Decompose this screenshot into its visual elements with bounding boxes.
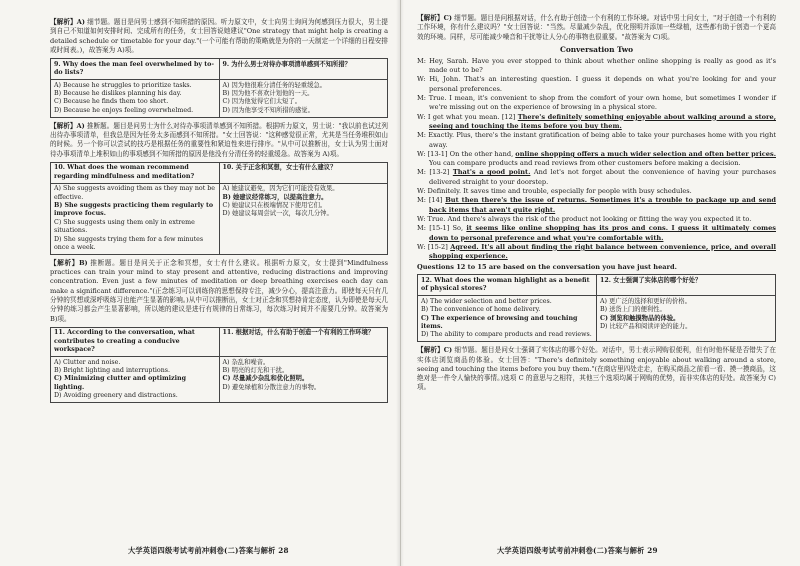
line-text: [15-2] xyxy=(427,242,451,251)
option-a: A) Because he struggles to prioritize tasks. xyxy=(54,81,192,89)
question-en: 11. According to the conversation, what contributes to creating a conducive workspace? xyxy=(51,327,220,356)
underlined-key-sentence: online shopping offers a much wider selection and often better prices. xyxy=(515,149,776,158)
option-b: B) Because he dislikes planning his day. xyxy=(54,89,182,97)
conversation-line xyxy=(417,215,776,224)
questions-note: Questions 12 to 15 are based on the conversation you have just heard. xyxy=(417,263,677,272)
question-en: 9. Why does the man feel overwhelmed by to-do lists? xyxy=(51,59,220,80)
analysis-tag: 【解析】C) xyxy=(417,346,453,355)
line-text: And let's not forget about the convenience of having your purchases delivered straight to your doorstep. xyxy=(429,168,776,186)
question-table-10 xyxy=(50,162,388,255)
analysis-paragraph: 【解析】C) 细节题。题目是问女士强调了实体店的哪个好处。对话中，男士表示网购很便利，但有时他怀疑是否错失了在实体店浏览商品的体验。女士回答："There's definitely something enjoyable about walking around a store, seeing and touching the items before you buy them."(在商店里四处走走，在购买商品之前看一看、摸一摸商品，这绝对是一件令人愉快的事情。)选项 C 的意思与之相符，其他三个选项均属于网购的优势，而非实体店的好处。故答案为 C)项。 xyxy=(417,346,777,392)
option-a: A) 因为他很难分清任务的轻重缓急。 xyxy=(222,81,326,89)
option-b: B) Bright lighting and interruptions. xyxy=(54,367,171,375)
options-en xyxy=(418,296,597,342)
option-c: C) She suggests using them only in extreme situations. xyxy=(54,218,195,235)
underlined-key-sentence: There's definitely something enjoyable about walking around a store, seeing and touching the items before you buy them. xyxy=(429,112,776,130)
option-b: B) 送货上门的便利性。 xyxy=(600,306,666,314)
option-c: C) Because he finds them too short. xyxy=(54,98,169,106)
conversation-line xyxy=(417,196,776,215)
option-a: A) 杂乱和噪音。 xyxy=(222,358,270,366)
question-table-12 xyxy=(417,274,776,342)
option-b: B) She suggests practicing them regularly to improve focus. xyxy=(54,201,214,218)
option-a: A) 更广泛的选择和更好的价格。 xyxy=(600,297,691,305)
option-c: C) 因为他觉得它们太短了。 xyxy=(222,98,302,106)
option-c: C) 尽量减少杂乱和优化照明。 xyxy=(222,375,309,383)
conversation-line xyxy=(417,243,776,262)
option-b: B) 因为他不喜欢计划他的一天。 xyxy=(222,89,314,97)
option-d: D) The ability to compare products and read reviews. xyxy=(421,331,592,339)
options-cn xyxy=(219,80,388,118)
line-text: [13-2] xyxy=(429,168,453,177)
analysis-tag: 【解析】A) xyxy=(50,121,85,130)
line-text: True. And there's always the risk of the product not looking or fitting the way you expected it to. xyxy=(427,214,752,223)
question-en: 10. What does the woman recommend regarding mindfulness and meditation? xyxy=(51,162,220,183)
question-table-11 xyxy=(50,327,388,403)
underlined-key-sentence: That's a good point. xyxy=(452,168,531,177)
conversation-line xyxy=(417,113,776,132)
options-en xyxy=(51,183,220,254)
options-en xyxy=(51,357,220,403)
option-d: D) 因为他享受不知所措的感觉。 xyxy=(222,106,314,114)
line-text: You can compare products and read reviews from other customers before making a decision. xyxy=(429,159,741,168)
question-cn: 10. 关于正念和冥想，女士有什么建议？ xyxy=(219,162,388,183)
underlined-key-sentence: it seems like online shopping has its pros and cons. I guess it ultimately comes down to personal preference and what you're comfortable with. xyxy=(429,224,776,242)
speaker-label: M: xyxy=(417,56,426,65)
option-d: D) 避免绿植和分散注意力的事物。 xyxy=(222,383,321,391)
option-a: A) Clutter and noise. xyxy=(54,358,121,366)
options-cn xyxy=(597,296,776,342)
conversation-title: Conversation Two xyxy=(559,44,634,54)
underlined-key-sentence: But then there's the issue of returns. Sometimes it's a trouble to package up and send back items that aren't quite right. xyxy=(429,196,776,214)
speaker-label: W: xyxy=(417,75,426,84)
analysis-tag: 【解析】B) xyxy=(50,258,88,267)
question-en: 12. What does the woman highlight as a benefit of physical stores? xyxy=(418,275,597,296)
conversation-line xyxy=(417,131,776,150)
question-table-9 xyxy=(50,58,388,117)
conversation-line xyxy=(417,187,776,196)
option-a: A) The wider selection and better prices. xyxy=(421,297,552,305)
line-text: [15-1] So, xyxy=(429,224,467,233)
analysis-paragraph: 【解析】A) 细节题。题目是问男士感到不知所措的原因。听力原文中，女士向男士询问为何感到压力很大，男士提到自己不知道如何安排时间、完成所有的任务，女士回答说她建议"One strategy that might help is creating a detailed schedule or timetable for your day."(一个可能有帮助的策略就是为你的一天制定一个详细的日程安排或时间表。)，故答案为 A)项。 xyxy=(50,18,388,54)
speaker-label: M: xyxy=(417,196,426,205)
line-text: [14] xyxy=(428,196,446,205)
question-cn: 9. 为什么男士对待办事项清单感到不知所措？ xyxy=(219,59,388,80)
conversation-line xyxy=(417,57,776,76)
speaker-label: W: xyxy=(417,187,426,196)
speaker-label: M: xyxy=(417,94,426,103)
question-cn: 11. 根据对话，什么有助于创造一个有利的工作环境？ xyxy=(219,327,388,356)
analysis-paragraph: 【解析】A) 推断题。题目是问男士为什么对待办事项清单感到不知所措。根据听力原文，男士说："我以前也试过列出待办事项清单，但我总是因为任务太多而感到不知所措。"女士回答说："这种感觉很正常，尤其是当任务堆积如山的时候。另一个你可以尝试的技巧是根据任务的重要性和紧迫性来进行排序。"从中可以推断出，女士认为男士面对待办事项清单上堆积如山的事项感到不知所措的原因是他没有分清任务的轻重缓急。故答案为 A)项。 xyxy=(50,121,388,158)
line-text: Definitely. It saves time and trouble, especially for people with busy schedules. xyxy=(427,187,692,196)
line-text: Exactly. Plus, there's the instant gratification of being able to take your purchases home with you right away. xyxy=(428,131,776,149)
option-b: B) 她建议经常练习，以提高注意力。 xyxy=(222,193,328,201)
page-footer: 大学英语四级考试考前冲刺卷(二)答案与解析 29 xyxy=(497,546,658,555)
conversation-line xyxy=(417,75,776,94)
option-d: D) Because he enjoys feeling overwhelmed. xyxy=(54,106,194,114)
analysis-tag: 【解析】C) xyxy=(417,14,452,22)
conversation-line xyxy=(417,168,776,187)
option-d: D) 她建议每周尝试一次，每次几分钟。 xyxy=(222,210,333,218)
speaker-label: W: xyxy=(417,214,426,223)
conversation-line xyxy=(417,224,776,243)
speaker-label: W: xyxy=(417,112,426,121)
options-en xyxy=(51,80,220,118)
line-text: Hi, John. That's an interesting question. I guess it depends on what you're looking for and your personal preferences. xyxy=(429,75,776,93)
line-text: Hey, Sarah. Have you ever stopped to think about whether online shopping is really as good as it's made out to be? xyxy=(429,56,776,75)
option-b: B) 明亮的灯光和干扰。 xyxy=(222,367,289,375)
line-text: True. I mean, it's convenient to shop from the comfort of your own home, but sometimes I wonder if we're missing out on the experience of browsing in a physical store. xyxy=(428,94,776,112)
analysis-paragraph: 【解析】C) 细节题。题目是问根据对话，什么有助于创造一个有利的工作环境。对话中男士问女士，"对于创造一个有利的工作环境，你有什么建议吗？"女士回答说："当然。尽量减少杂乱，优化照明并添加一些绿植，这些都有助于创造一个更高效的环境。同样，尽可能减少噪音和干扰等让人分心的事物也很重要。"故答案为 C)项。 xyxy=(417,14,776,41)
conversation-line xyxy=(417,150,776,169)
speaker-label: W: xyxy=(417,149,426,158)
option-d: D) Avoiding greenery and distractions. xyxy=(54,392,178,400)
speaker-label: M: xyxy=(417,131,426,140)
conversation-line xyxy=(417,94,776,113)
right-page xyxy=(400,0,800,566)
analysis-tag: 【解析】A) xyxy=(50,18,85,26)
options-cn xyxy=(219,357,388,403)
book-crease xyxy=(396,0,404,566)
speaker-label: W: xyxy=(417,242,426,251)
option-c: C) Minimizing clutter and optimizing lighting. xyxy=(54,375,187,391)
option-d: D) She suggests trying them for a few minutes once a week. xyxy=(54,235,204,251)
option-c: C) 她建议只在极端情况下使用它们。 xyxy=(222,201,327,209)
page-footer: 大学英语四级考试考前冲刺卷(二)答案与解析 28 xyxy=(128,546,289,555)
speaker-label: M: xyxy=(417,224,426,233)
line-text: [13-1] On the other hand, xyxy=(427,149,516,158)
option-c: C) The experience of browsing and touching items. xyxy=(421,314,578,330)
line-text: I get what you mean. [12] xyxy=(427,112,518,121)
option-d: D) 比较产品和阅读评论的能力。 xyxy=(600,322,692,330)
analysis-paragraph: 【解析】B) 推断题。题目是问关于正念和冥想，女士有什么建议。根据听力原文，女士提到"Mindfulness practices can train your mind to stay present and attentive, reducing distractions and improving concentration. Even just a few minutes of meditation or deep breathing exercises each day can make a significant difference."(正念练习可以训练你的思想保持专注，减少分心，提高注意力。即使每天只有几分钟的冥想或深呼吸练习也能产生显著的影响。)从中可以推断出，女士对正念和冥想持肯定态度，认为即使是每天几分钟的练习都会产生显著影响，所以她的建议是进行有规律的日常练习，每次练习时间并不需要几分钟。故答案为 B)项。 xyxy=(50,258,388,323)
option-a: A) 她建议避免，因为它们可能没有效果。 xyxy=(222,185,339,193)
underlined-key-sentence: Agreed. It's all about finding the right balance between convenience, price, and overall shopping experience. xyxy=(429,242,776,261)
options-cn xyxy=(219,183,388,254)
conversation-transcript xyxy=(417,57,776,262)
option-a: A) She suggests avoiding them as they may not be effective. xyxy=(54,185,215,201)
speaker-label: M: xyxy=(417,168,426,177)
question-cn: 12. 女士强调了实体店的哪个好处？ xyxy=(597,275,776,296)
option-c: C) 浏览和触摸物品的体验。 xyxy=(600,314,680,322)
option-b: B) The convenience of home delivery. xyxy=(421,306,541,314)
